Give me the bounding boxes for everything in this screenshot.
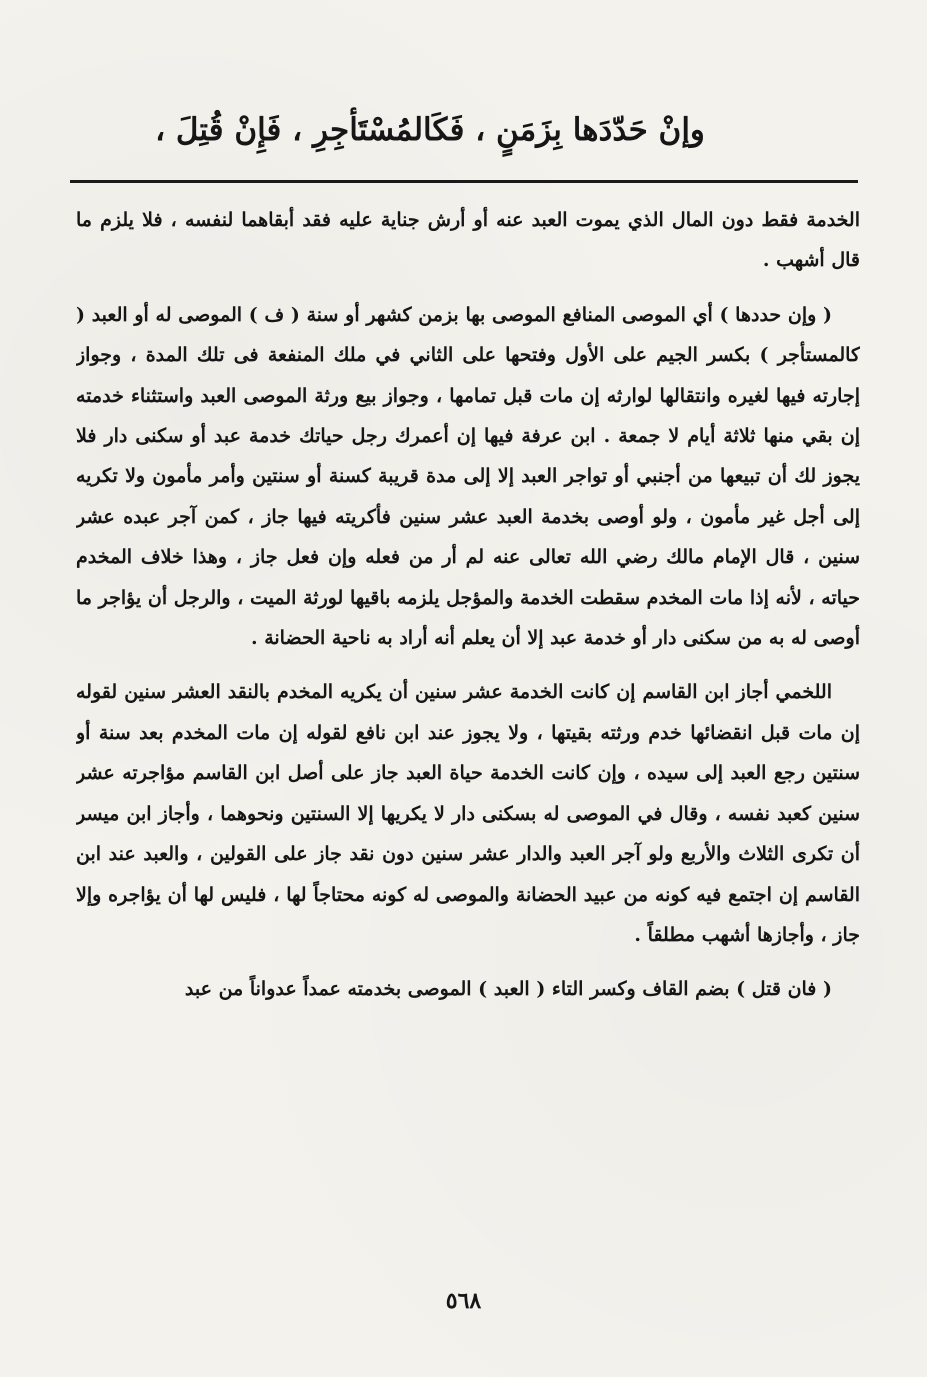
- paragraph-4: ( فان قتل ) بضم القاف وكسر التاء ( العبد ) الموصى بخدمته عمداً عدواناً من عبد: [184, 978, 832, 1001]
- page-number: ٥٦٨: [445, 1288, 482, 1314]
- matn-heading: وإنْ حَدّدَها بِزَمَنٍ ، فَكَالمُسْتَأجِرِ ، فَإِنْ قُتِلَ ،: [155, 112, 705, 148]
- paragraph-3: اللخمي أجاز ابن القاسم إن كانت الخدمة عشر سنين أن يكريه المخدم بالنقد العشر سنين لقوله إن مات قبل انقضائها خدم ورثته بقيتها ، ولا يجوز عند ابن نافع لقوله إن مات المخدم بعد سنة أو سنتين رجع العبد إلى سيده ، وإن كانت الخدمة حياة العبد جاز على أصل ابن القاسم مؤاجرته عشر سنين كعبد نفسه ، وقال في الموصى له بسكنى دار لا يكريها إلا السنتين ونحوهما ، وأجاز ابن ميسر أن تكرى الثلاث والأربع ولو آجر العبد والدار عشر سنين دون نقد جاز على القولين ، والعبد عند ابن القاسم إن اجتمع فيه كونه من عبيد الحضانة والموصى له كونه محتاجاً لها ، فليس لها أن يؤاجره وإلا جاز ، وأجازها أشهب مطلقاً .: [76, 681, 860, 946]
- commentary-body: [76, 200, 860, 1250]
- paragraph-2: ( وإن حددها ) أي الموصى المنافع الموصى بها بزمن كشهر أو سنة ( ف ) الموصى له أو العبد ( كالمستأجر ) بكسر الجيم على الأول وفتحها على الثاني في ملك المنفعة فى تلك المدة ، وجواز إجارته فيها لغيره وانتقالها لوارثه إن مات قبل تمامها ، وجواز بيع ورثة الموصى العبد واستثناء خدمته إن بقي منها ثلاثة أيام لا جمعة . ابن عرفة فيها إن أعمرك رجل حياتك خدمة عبد أو سكنى دار فلا يجوز لك أن تبيعها من أجنبي أو تواجر العبد إلا إلى مدة قريبة كسنة أو سنتين وأمر مأمون ولا تكريه إلى أجل غير مأمون ، ولو أوصى بخدمة العبد عشر سنين فأكريته فيها جاز ، كمن آجر عبده عشر سنين ، قال الإمام مالك رضي الله تعالى عنه لم أر من فعله وإن فعل جاز ، وهذا خلاف المخدم حياته ، لأنه إذا مات المخدم سقطت الخدمة والمؤجل يلزمه باقيها لورثة الميت ، والرجل أن يؤاجر ما أوصى له به من سكنى دار أو خدمة عبد إلا أن يعلم أنه أراد به ناحية الحضانة .: [76, 303, 860, 650]
- header-divider: [70, 180, 858, 183]
- paragraph-1: الخدمة فقط دون المال الذي يموت العبد عنه أو أرش جناية عليه فقد أبقاهما لنفسه ، فلا يلزم ما قال أشهب .: [76, 209, 860, 272]
